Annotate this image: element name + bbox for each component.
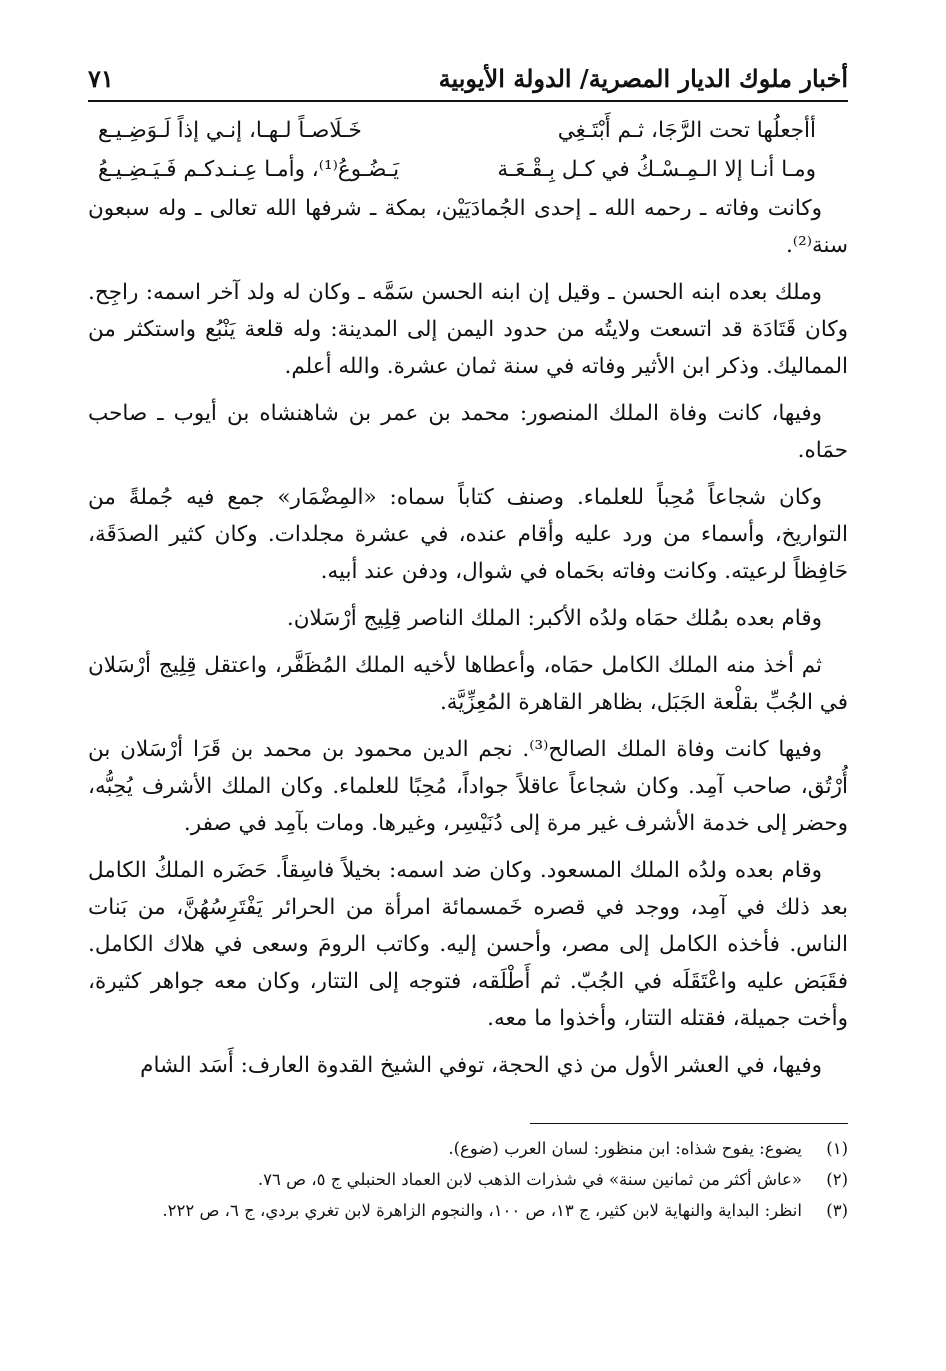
paragraph: وقام بعده بمُلك حمَاه ولدُه الأكبر: الملك الناصر قِلِيج أرْسَلان. — [286, 606, 822, 631]
footnote — [88, 1195, 848, 1226]
paragraph: ثم أخذ منه الملك الكامل حمَاه، وأعطاها لأخيه الملك المُظَفَّر، واعتقل قِلِيج أرْسَلان في الجُبِّ بقلْعة الجَبَل، بظاهر القاهرة المُعِزِّيَّة. — [88, 653, 848, 715]
footnotes — [88, 1133, 848, 1226]
paragraph: وقام بعده ولدُه الملك المسعود. وكان ضد اسمه: بخيلاً فاسِقاً. حَضَره الملكُ الكامل بعد ذلك في آمِد، ووجد في قصره خَمسمائة امرأة من الحرائر يَفْتَرِسُهُنَّ، من بَنات الناس. فأخذه الكامل إلى مصر، وأحسن إليه. وكاتب الرومَ وسعى في هلاك الكامل. فقَبَض عليه واعْتَقَلَه في الجُبّ. ثم أَطْلَقه، فتوجه إلى التتار، وكان معه جواهر كثيرة، وأخت جميلة، فقتله التتار، وأخذوا ما معه. — [88, 858, 848, 1031]
running-title: أخبار ملوك الديار المصرية/ الدولة الأيوبية — [438, 64, 848, 93]
paragraph: وفيها، في العشر الأول من ذي الحجة، توفي الشيخ القدوة العارف: أَسَد الشام — [140, 1053, 822, 1078]
paragraph: وملك بعده ابنه الحسن ـ وقيل إن ابنه الحسن سَمَّه ـ وكان له ولد آخر اسمه: راجِح. وكان قَتَادَة قد اتسعت ولايتُه من حدود اليمن إلى المدينة: وله قلعة يَنْبُع واستكثر من المماليك. وذكر ابن الأثير وفاته في سنة ثمان عشرة. والله أعلم. — [88, 280, 848, 379]
verse-second-hemistich: يَـضُـوعُ⁽¹⁾، وأمـا عِـنـدكـم فَـيَـضِـيـعُ — [98, 157, 400, 182]
footnote-number: (٣) — [826, 1201, 848, 1220]
poem-verse — [88, 151, 848, 188]
page-number: ٧١ — [88, 64, 114, 93]
verse-second-hemistich: خَـلَاصـاً لـهـا، إنـي إذاً لَـوَضِـيـع — [98, 118, 362, 143]
footnote-number: (١) — [826, 1139, 848, 1158]
footnote-text: انظر: البداية والنهاية لابن كثير، ج ١٣، ص ١٠٠، والنجوم الزاهرة لابن تغري بردي، ج ٦، ص ٢٢٢. — [162, 1201, 802, 1220]
footnote-text: «عاش أكثر من ثمانين سنة» في شذرات الذهب لابن العماد الحنبلي ج ٥، ص ٧٦. — [257, 1170, 802, 1189]
page-header — [88, 58, 848, 102]
paragraph: وكان شجاعاً مُحِباً للعلماء. وصنف كتاباً سماه: «المِضْمَار» جمع فيه جُملةً من التواريخ، وأسماء من ورد عليه وأقام عنده، في عشرة مجلدات. وكان كثير الصدَقَة، حَافِظاً لرعيته. وكانت وفاته بحَماه في شوال، ودفن عند أبيه. — [88, 485, 848, 584]
paragraph: وكانت وفاته ـ رحمه الله ـ إحدى الجُمادَيَيْن، بمكة ـ شرفها الله تعالى ـ وله سبعون سنة⁽²⁾. — [88, 196, 848, 258]
footnote-separator — [530, 1123, 848, 1124]
verse-first-hemistich: ومـا أنـا إلا الـمِـسْـكُ في كـل بِـقْـعَـة — [497, 157, 816, 182]
footnote-text: يضوع: يفوح شذاه: ابن منظور: لسان العرب (ضوع). — [448, 1139, 802, 1158]
footnote — [88, 1164, 848, 1195]
footnote-number: (٢) — [826, 1170, 848, 1189]
main-text — [88, 112, 848, 1094]
verse-first-hemistich: أأجعلُها تحت الرَّجَا، ثـم أَبْتَـغِي — [557, 118, 816, 143]
paragraph: وفيها، كانت وفاة الملك المنصور: محمد بن عمر بن شاهنشاه بن أيوب ـ صاحب حمَاه. — [88, 401, 848, 463]
poem-verse — [88, 112, 848, 149]
paragraph: وفيها كانت وفاة الملك الصالح⁽³⁾. نجم الدين محمود بن محمد بن قَرَا أرْسَلان بن أُرْتُق، صاحب آمِد. وكان شجاعاً عاقلاً جواداً، مُحِبًا للعلماء. وكان الملك الأشرف يُحِبُّه، وحضر إلى خدمة الأشرف غير مرة إلى دُنَيْسِر، وغيرها. ومات بآمِد في صفر. — [88, 737, 848, 836]
footnote — [88, 1133, 848, 1164]
header-rule — [88, 100, 848, 102]
